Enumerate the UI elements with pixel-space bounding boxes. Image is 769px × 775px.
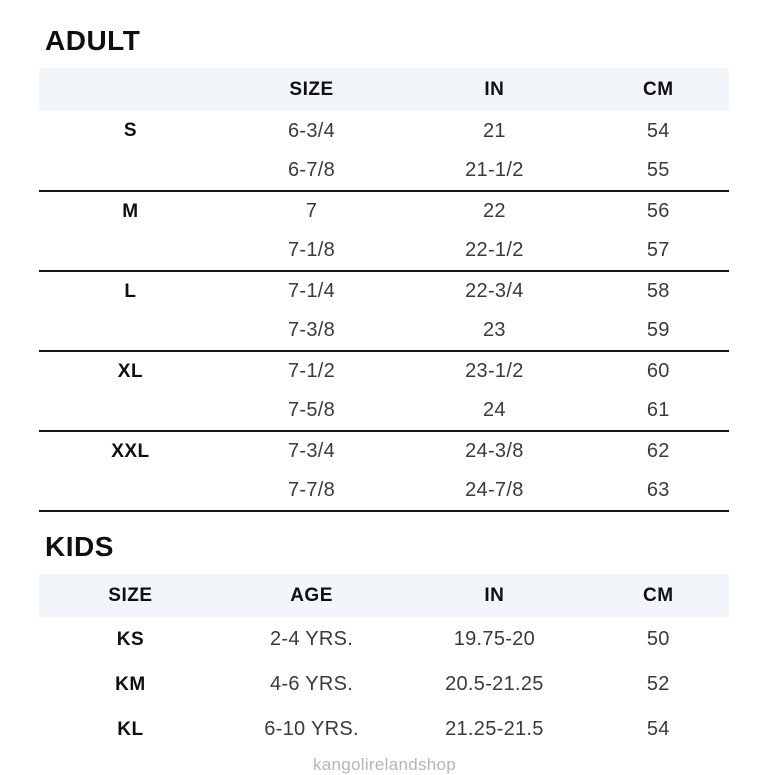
size-label-cell: [39, 391, 222, 431]
column-header-cm: CM: [588, 68, 729, 111]
inches-cell: 22-3/4: [465, 280, 524, 302]
inches-cell: 22: [482, 200, 506, 222]
cm-cell: 52: [646, 673, 670, 695]
inches-cell: 21.25-21.5: [445, 718, 544, 740]
age-cell: 2-4 YRS.: [269, 628, 354, 650]
table-row: [39, 311, 729, 351]
inches-cell: 21-1/2: [401, 151, 587, 191]
age-cell: 4-6 YRS.: [269, 673, 354, 695]
size-label-cell: KL: [117, 718, 144, 740]
cm-cell: 62: [646, 440, 670, 462]
table-row: [39, 662, 729, 707]
kids-header-row: [39, 574, 729, 617]
table-row: [39, 191, 729, 231]
size-label-cell: S: [123, 120, 138, 141]
size-label-cell: KS: [116, 628, 145, 650]
table-row: [39, 271, 729, 311]
inches-cell: 19.75-20: [453, 628, 536, 650]
size-label-cell: [39, 151, 222, 191]
table-row: [39, 111, 729, 151]
column-header-blank: [39, 68, 222, 111]
column-header-size: SIZE: [39, 574, 222, 617]
kids-section: [0, 574, 769, 752]
column-header-size: SIZE: [222, 68, 401, 111]
hat-size-cell: 7-7/8: [222, 471, 401, 511]
hat-size-cell: 7-1/4: [287, 280, 336, 302]
hat-size-cell: 7-5/8: [222, 391, 401, 431]
cm-cell: 54: [646, 119, 670, 142]
size-label-cell: M: [122, 200, 139, 222]
cm-cell: 55: [588, 151, 729, 191]
column-header-age: AGE: [222, 574, 401, 617]
size-label-cell: XL: [117, 360, 144, 382]
cm-cell: 54: [646, 718, 670, 740]
adult-header-row: [39, 68, 729, 111]
watermark: kangolirelandshop: [312, 755, 457, 774]
size-label-cell: [39, 311, 222, 351]
table-row: [39, 391, 729, 431]
column-header-in: IN: [401, 574, 587, 617]
table-row: [39, 707, 729, 752]
cm-cell: 58: [646, 280, 670, 302]
kids-size-table: [39, 574, 729, 752]
cm-cell: 63: [588, 471, 729, 511]
cm-cell: 61: [588, 391, 729, 431]
hat-size-cell: 7: [305, 200, 318, 222]
table-row: [39, 431, 729, 471]
size-label-cell: [39, 471, 222, 511]
size-label-cell: [39, 231, 222, 271]
table-row: [39, 617, 729, 662]
inches-cell: 23: [401, 311, 587, 351]
hat-size-cell: 7-1/8: [222, 231, 401, 271]
column-header-in: IN: [401, 68, 587, 111]
table-row: [39, 151, 729, 191]
table-row: [39, 351, 729, 391]
table-row: [39, 471, 729, 511]
inches-cell: 23-1/2: [465, 360, 524, 382]
inches-cell: 24-3/8: [465, 440, 524, 462]
hat-size-cell: 6-3/4: [287, 119, 336, 142]
inches-cell: 20.5-21.25: [445, 673, 544, 695]
cm-cell: 56: [646, 200, 670, 222]
cm-cell: 60: [646, 360, 670, 382]
table-row: [39, 231, 729, 271]
hat-size-cell: 7-3/4: [287, 440, 336, 462]
adult-section-title: ADULT: [45, 25, 141, 56]
hat-size-cell: 7-3/8: [222, 311, 401, 351]
inches-cell: 21: [482, 119, 506, 142]
age-cell: 6-10 YRS.: [264, 718, 359, 740]
inches-cell: 24-7/8: [401, 471, 587, 511]
size-label-cell: KM: [115, 673, 146, 695]
inches-cell: 22-1/2: [401, 231, 587, 271]
adult-size-table: [39, 68, 729, 512]
hat-size-cell: 7-1/2: [287, 360, 336, 382]
hat-size-cell: 6-7/8: [222, 151, 401, 191]
column-header-cm: CM: [588, 574, 729, 617]
inches-cell: 24: [401, 391, 587, 431]
cm-cell: 50: [646, 628, 670, 650]
size-label-cell: L: [124, 280, 137, 302]
cm-cell: 57: [588, 231, 729, 271]
kids-section-title: KIDS: [45, 531, 114, 562]
size-label-cell: XXL: [111, 440, 150, 462]
adult-section: [0, 68, 769, 512]
cm-cell: 59: [588, 311, 729, 351]
